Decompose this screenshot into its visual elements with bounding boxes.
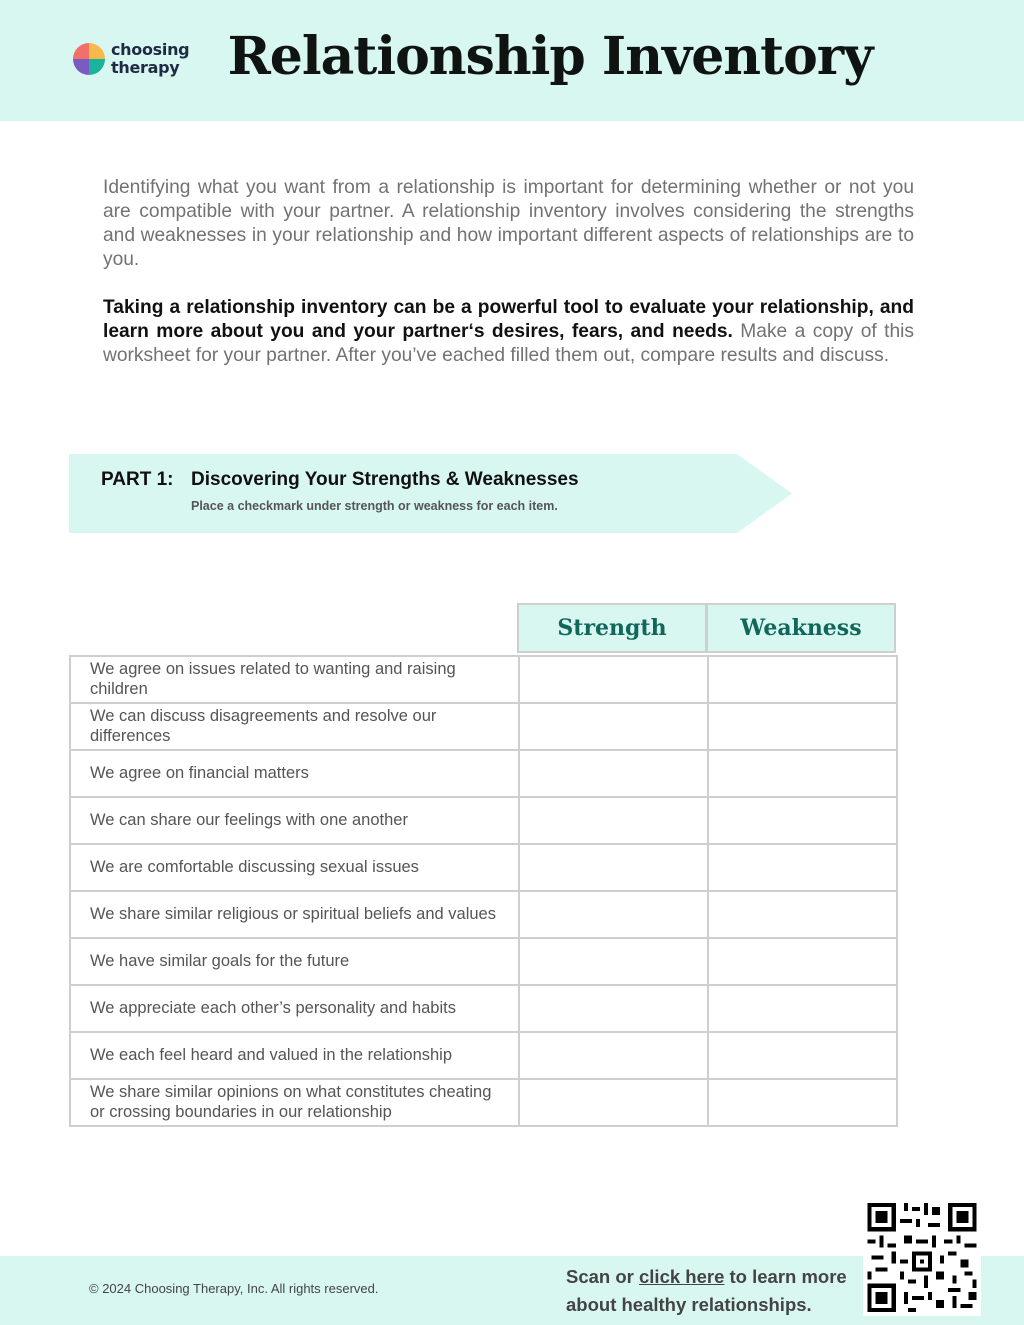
weakness-checkbox[interactable] [708, 750, 897, 797]
brand-name [111, 41, 189, 77]
scan-line-2: about healthy relationships. [566, 1294, 812, 1315]
strength-checkbox[interactable] [519, 1032, 708, 1079]
qr-code-icon[interactable] [863, 1199, 981, 1316]
table-row [70, 656, 897, 703]
weakness-checkbox[interactable] [708, 891, 897, 938]
item-label: We have similar goals for the future [70, 938, 519, 985]
strength-column-header: Strength [517, 603, 707, 653]
strength-checkbox[interactable] [519, 703, 708, 750]
table-row [70, 750, 897, 797]
learn-more-link[interactable]: click here [639, 1266, 725, 1287]
item-label: We can discuss disagreements and resolve our differences [70, 703, 519, 750]
strength-checkbox[interactable] [519, 656, 708, 703]
scan-cta [566, 1263, 847, 1319]
weakness-checkbox[interactable] [708, 844, 897, 891]
item-label: We share similar religious or spiritual beliefs and values [70, 891, 519, 938]
strength-checkbox[interactable] [519, 891, 708, 938]
item-label: We each feel heard and valued in the relationship [70, 1032, 519, 1079]
strength-checkbox[interactable] [519, 844, 708, 891]
strength-checkbox[interactable] [519, 797, 708, 844]
table-row [70, 844, 897, 891]
brand-line-2: therapy [111, 58, 180, 77]
table-row [70, 985, 897, 1032]
item-label: We agree on financial matters [70, 750, 519, 797]
strength-checkbox[interactable] [519, 938, 708, 985]
item-label: We agree on issues related to wanting and raising children [70, 656, 519, 703]
weakness-column-header: Weakness [706, 603, 896, 653]
item-label: We share similar opinions on what constitutes cheating or crossing boundaries in our relationship [70, 1079, 519, 1126]
part-label: PART 1: [101, 469, 174, 490]
strength-checkbox[interactable] [519, 1079, 708, 1126]
item-label: We appreciate each other’s personality and habits [70, 985, 519, 1032]
table-row [70, 703, 897, 750]
intro-instructions: Make a copy of this worksheet for your partner. After you’ve eached filled them out, compare results and discuss. [103, 321, 914, 366]
inventory-table [69, 655, 898, 1127]
item-label: We are comfortable discussing sexual issues [70, 844, 519, 891]
intro-paragraph-1: Identifying what you want from a relationship is important for determining whether or not you are compatible with your partner. A relationship inventory involves considering the strengths and weaknesses in your relationship and how important different aspects of relationships are to you. [103, 177, 914, 270]
copyright: © 2024 Choosing Therapy, Inc. All rights reserved. [89, 1281, 379, 1296]
table-row [70, 797, 897, 844]
header-band [0, 0, 1024, 121]
part-instruction: Place a checkmark under strength or weakness for each item. [191, 499, 558, 513]
weakness-checkbox[interactable] [708, 1079, 897, 1126]
scan-prefix: Scan or [566, 1266, 639, 1287]
table-row [70, 1079, 897, 1126]
table-row [70, 1032, 897, 1079]
weakness-checkbox[interactable] [708, 656, 897, 703]
strength-checkbox[interactable] [519, 750, 708, 797]
table-row [70, 938, 897, 985]
brand-line-1: choosing [111, 40, 190, 59]
weakness-checkbox[interactable] [708, 985, 897, 1032]
intro-emphasis: Taking a relationship inventory can be a powerful tool to evaluate your relationship, and learn more about you and your partner‘s desires, fears, and needs. [103, 297, 914, 342]
weakness-checkbox[interactable] [708, 797, 897, 844]
weakness-checkbox[interactable] [708, 1032, 897, 1079]
choosing-therapy-logo-icon [72, 42, 106, 76]
part-1-banner [69, 454, 792, 533]
table-row [70, 891, 897, 938]
weakness-checkbox[interactable] [708, 938, 897, 985]
part-title: Discovering Your Strengths & Weaknesses [191, 469, 579, 490]
intro-paragraph-2 [103, 296, 914, 368]
page-title: Relationship Inventory [227, 26, 873, 87]
weakness-checkbox[interactable] [708, 703, 897, 750]
strength-checkbox[interactable] [519, 985, 708, 1032]
item-label: We can share our feelings with one another [70, 797, 519, 844]
scan-suffix: to learn more [724, 1266, 847, 1287]
